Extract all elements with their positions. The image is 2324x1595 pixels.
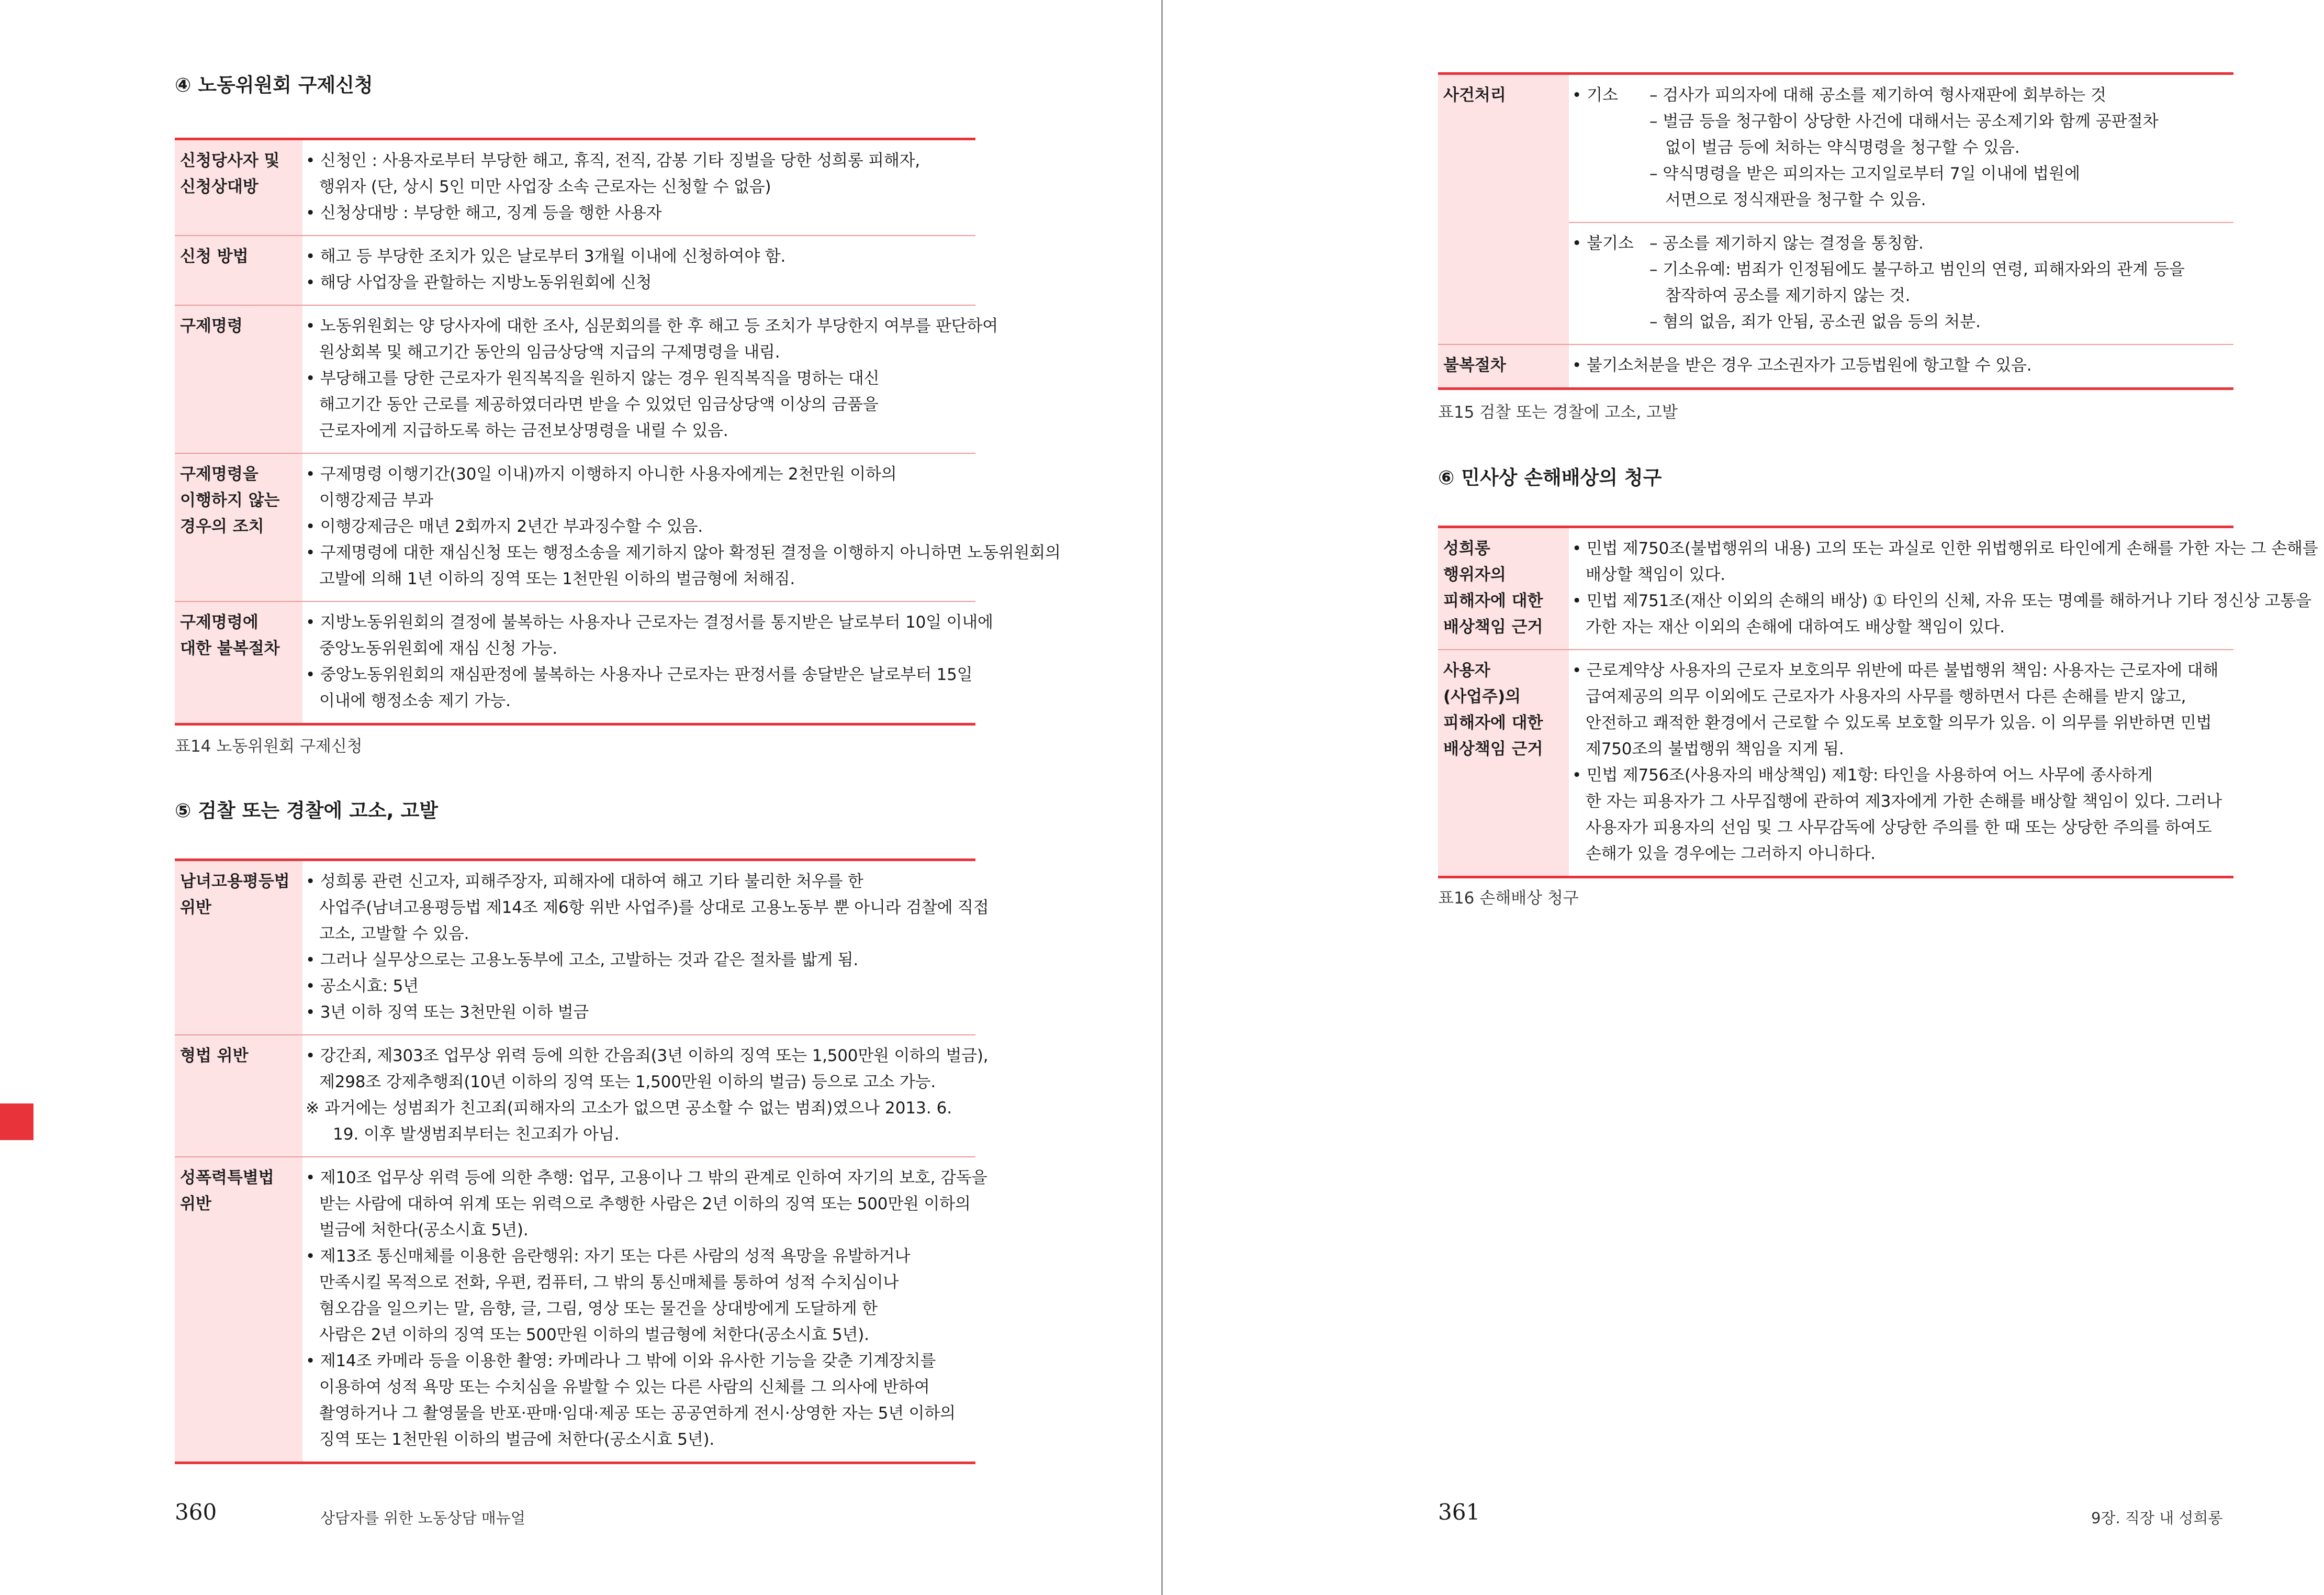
bullet-line: • 신청인 : 사용자로부터 부당한 해고, 휴직, 전직, 감봉 기타 징벌을 당한 성희롱 피해자, 행위자 (단, 상시 5인 미만 사업장 소속 근로자는 신청할 수 없음) xyxy=(306,151,920,196)
row-label: 구제명령에 대한 불복절차 xyxy=(175,601,302,724)
bullet-line: • 제14조 카메라 등을 이용한 촬영: 카메라나 그 밖에 이와 유사한 기능을 갖춘 기계장치를 이용하여 성적 욕망 또는 수치심을 유발할 수 있는 다른 사람의 신체를 그 의사에 반하여 촬영하거나 그 촬영물을 반포·판매·임대·제공 또는 공공연하게 전시·상영한 자는 5년 이하의 징역 또는 1천만원 이하의 벌금에 처한다(공소시효 5년). xyxy=(306,1352,956,1449)
table-15 xyxy=(1438,72,2233,390)
row-content xyxy=(302,1035,989,1157)
row-content xyxy=(302,305,998,453)
row-label: 구제명령을 이행하지 않는 경우의 조치 xyxy=(175,453,302,601)
bullet-line: • 민법 제756조(사용자의 배상책임) 제1항: 타인을 사용하여 어느 사무에 종사하게 한 자는 피용자가 그 사무집행에 관하여 제3자에게 가한 손해를 배상할 책임이 있다. 그러나 사용자가 피용자의 선임 및 그 사무감독에 상당한 주의를 한 때 또는 상당한 주의를 하여도 손해가 있을 경우에는 그러하지 아니하다. xyxy=(1572,766,2222,863)
bullet-line: • 강간죄, 제303조 업무상 위력 등에 의한 간음죄(3년 이하의 징역 또는 1,500만원 이하의 벌금), 제298조 강제추행죄(10년 이하의 징역 또는 1,500만원 이하의 벌금) 등으로 고소 가능. xyxy=(306,1046,989,1091)
bullet-line: • 해고 등 부당한 조치가 있은 날로부터 3개월 이내에 신청하여야 함. xyxy=(306,247,786,266)
row-label: 신청당사자 및 신청상대방 xyxy=(175,139,302,236)
table-caption-14: 표14 노동위원회 구제신청 xyxy=(175,737,363,756)
running-footer-right: 9장. 직장 내 성희롱 xyxy=(2091,1509,2223,1527)
chapter-tab-marker xyxy=(0,1103,33,1140)
bullet-line: • 신청상대방 : 부당한 해고, 징계 등을 행한 사용자 xyxy=(306,204,662,222)
page-number-right: 361 xyxy=(1438,1499,1480,1525)
row-label: 불복절차 xyxy=(1438,344,1569,389)
row-content xyxy=(1569,344,2233,389)
table-row xyxy=(175,860,975,1035)
page-number-left: 360 xyxy=(175,1499,217,1525)
row-label: 남녀고용평등법 위반 xyxy=(175,860,302,1035)
table-row xyxy=(175,1035,975,1157)
running-footer-left: 상담자를 위한 노동상담 매뉴얼 xyxy=(320,1509,525,1527)
bullet-line: • 3년 이하 징역 또는 3천만원 이하 벌금 xyxy=(306,1003,589,1022)
table-16 xyxy=(1438,526,2318,878)
bullet-line: • 해당 사업장을 관할하는 지방노동위원회에 신청 xyxy=(306,273,652,292)
table-row xyxy=(175,236,975,305)
section-title-4: ④ 노동위원회 구제신청 xyxy=(175,74,373,96)
row-label: 성희롱 행위자의 피해자에 대한 배상책임 근거 xyxy=(1438,527,1569,650)
section-title-5: ⑤ 검찰 또는 경찰에 고소, 고발 xyxy=(175,799,438,822)
prosecution-group: • 기소 – 검사가 피의자에 대해 공소를 제기하여 형사재판에 회부하는 것 – 벌금 등을 청구함이 상당한 사건에 대해서는 공소제기와 함께 공판절차 없이 벌금 등에 처하는 약식명령을 청구할 수 있음. – 약식명령을 받은 피의자는 고지일로부터 7일 이내에 법원에 서면으로 정식재판을 청구할 수 있음. xyxy=(1569,75,2233,222)
bullet-line: • 민법 제750조(불법행위의 내용) 고의 또는 과실로 인한 위법행위로 타인에게 손해를 가한 자는 그 손해를 배상할 책임이 있다. xyxy=(1572,539,2318,584)
row-content xyxy=(302,453,1061,601)
table-caption-16: 표16 손해배상 청구 xyxy=(1438,889,1579,908)
table-row xyxy=(175,1157,975,1463)
bullet-line: • 공소시효: 5년 xyxy=(306,977,419,996)
row-content xyxy=(302,860,989,1035)
bullet-line: • 부당해고를 당한 근로자가 원직복직을 원하지 않는 경우 원직복직을 명하는 대신 해고기간 동안 근로를 제공하였더라면 받을 수 있었던 임금상당액 이상의 금품을 근로자에게 지급하도록 하는 금전보상명령을 내릴 수 있음. xyxy=(306,369,880,440)
bullet-line: • 중앙노동위원회의 재심판정에 불복하는 사용자나 근로자는 판정서를 송달받은 날로부터 15일 이내에 행정소송 제기 가능. xyxy=(306,665,973,710)
table-row xyxy=(1438,344,2233,389)
table-row xyxy=(175,601,975,724)
bullet-line: • 구제명령 이행기간(30일 이내)까지 이행하지 아니한 사용자에게는 2천만원 이하의 이행강제금 부과 xyxy=(306,465,897,510)
bullet-line: • 지방노동위원회의 결정에 불복하는 사용자나 근로자는 결정서를 통지받은 날로부터 10일 이내에 중앙노동위원회에 재심 신청 가능. xyxy=(306,613,993,658)
row-label: 신청 방법 xyxy=(175,236,302,305)
bullet-line: • 제10조 업무상 위력 등에 의한 추행: 업무, 고용이나 그 밖의 관계로 인하여 자기의 보호, 감독을 받는 사람에 대하여 위계 또는 위력으로 추행한 사람은 2년 이하의 징역 또는 500만원 이하의 벌금에 처한다(공소시효 5년). xyxy=(306,1168,987,1240)
row-content xyxy=(302,601,993,724)
table-row xyxy=(175,453,975,601)
bullet-line: • 불기소처분을 받은 경우 고소권자가 고등법원에 항고할 수 있음. xyxy=(1572,356,2032,375)
row-content xyxy=(302,1157,987,1463)
row-content xyxy=(302,236,975,305)
table-row xyxy=(1438,650,2233,877)
note-line: ※ 과거에는 성범죄가 친고죄(피해자의 고소가 없으면 공소할 수 없는 범죄)였으나 2013. 6. 19. 이후 발생범죄부터는 친고죄가 아님. xyxy=(306,1099,952,1144)
non-prosecution-group: • 불기소 – 공소를 제기하지 않는 결정을 통칭함. – 기소유예: 범죄가 인정됨에도 불구하고 범인의 연령, 피해자와의 관계 등을 참작하여 공소를 제기하지 않는 것. – 혐의 없음, 죄가 안됨, 공소권 없음 등의 처분. xyxy=(1569,222,2233,344)
bullet-line: • 성희롱 관련 신고자, 피해주장자, 피해자에 대하여 해고 기타 불리한 처우를 한 사업주(남녀고용평등법 제14조 제6항 위반 사업주)를 상대로 고용노동부 뿐 아니라 검찰에 직접 고소, 고발할 수 있음. xyxy=(306,872,989,943)
table-row xyxy=(175,305,975,453)
row-content xyxy=(1569,527,2318,650)
table-row xyxy=(175,139,975,236)
group-head: • 불기소 xyxy=(1572,234,1634,253)
bullet-line: • 민법 제751조(재산 이외의 손해의 배상) ① 타인의 신체, 자유 또는 명예를 해하거나 기타 정신상 고통을 가한 자는 재산 이외의 손해에 대하여도 배상할 책임이 있다. xyxy=(1572,592,2311,637)
bullet-line: • 근로계약상 사용자의 근로자 보호의무 위반에 따른 불법행위 책임: 사용자는 근로자에 대해 급여제공의 의무 이외에도 근로자가 사용자의 사무를 행하면서 다른 손해를 받지 않고, 안전하고 쾌적한 환경에서 근로할 수 있도록 보호할 의무가 있음. 이 의무를 위반하면 민법 제750조의 불법행위 책임을 지게 됨. xyxy=(1572,661,2219,759)
row-content xyxy=(302,139,975,236)
group-head: • 기소 xyxy=(1572,86,1619,105)
row-label: 형법 위반 xyxy=(175,1035,302,1157)
bullet-line: • 이행강제금은 매년 2회까지 2년간 부과징수할 수 있음. xyxy=(306,517,703,536)
table-14 xyxy=(175,138,1061,726)
bullet-line: • 노동위원회는 양 당사자에 대한 조사, 심문회의를 한 후 해고 등 조치가 부당한지 여부를 판단하여 원상회복 및 해고기간 동안의 임금상당액 지급의 구제명령을 내림. xyxy=(306,317,998,362)
bullet-line: • 제13조 통신매체를 이용한 음란행위: 자기 또는 다른 사람의 성적 욕망을 유발하거나 만족시킬 목적으로 전화, 우편, 컴퓨터, 그 밖의 통신매체를 통하여 성적 수치심이나 혐오감을 일으키는 말, 음향, 글, 그림, 영상 또는 물건을 상대방에게 도달하게 한 사람은 2년 이하의 징역 또는 500만원 이하의 벌금형에 처한다(공소시효 5년). xyxy=(306,1247,911,1344)
bullet-line: • 구제명령에 대한 재심신청 또는 행정소송을 제기하지 않아 확정된 결정을 이행하지 아니하면 노동위원회의 고발에 의해 1년 이하의 징역 또는 1천만원 이하의 벌금형에 처해짐. xyxy=(306,543,1061,588)
bullet-line: • 그러나 실무상으로는 고용노동부에 고소, 고발하는 것과 같은 절차를 밟게 됨. xyxy=(306,951,859,969)
section-title-6: ⑥ 민사상 손해배상의 청구 xyxy=(1438,466,1662,489)
table-row xyxy=(1438,74,2233,345)
row-label: 사용자 (사업주)의 피해자에 대한 배상책임 근거 xyxy=(1438,650,1569,877)
row-content xyxy=(1569,74,2233,345)
row-label: 사건처리 xyxy=(1438,74,1569,345)
table-15-left xyxy=(175,858,989,1464)
table-row xyxy=(1438,527,2233,650)
page-spine xyxy=(1161,0,1163,1595)
table-caption-15: 표15 검찰 또는 경찰에 고소, 고발 xyxy=(1438,403,1678,422)
row-label: 구제명령 xyxy=(175,305,302,453)
row-content xyxy=(1569,650,2233,877)
row-label: 성폭력특별법 위반 xyxy=(175,1157,302,1463)
